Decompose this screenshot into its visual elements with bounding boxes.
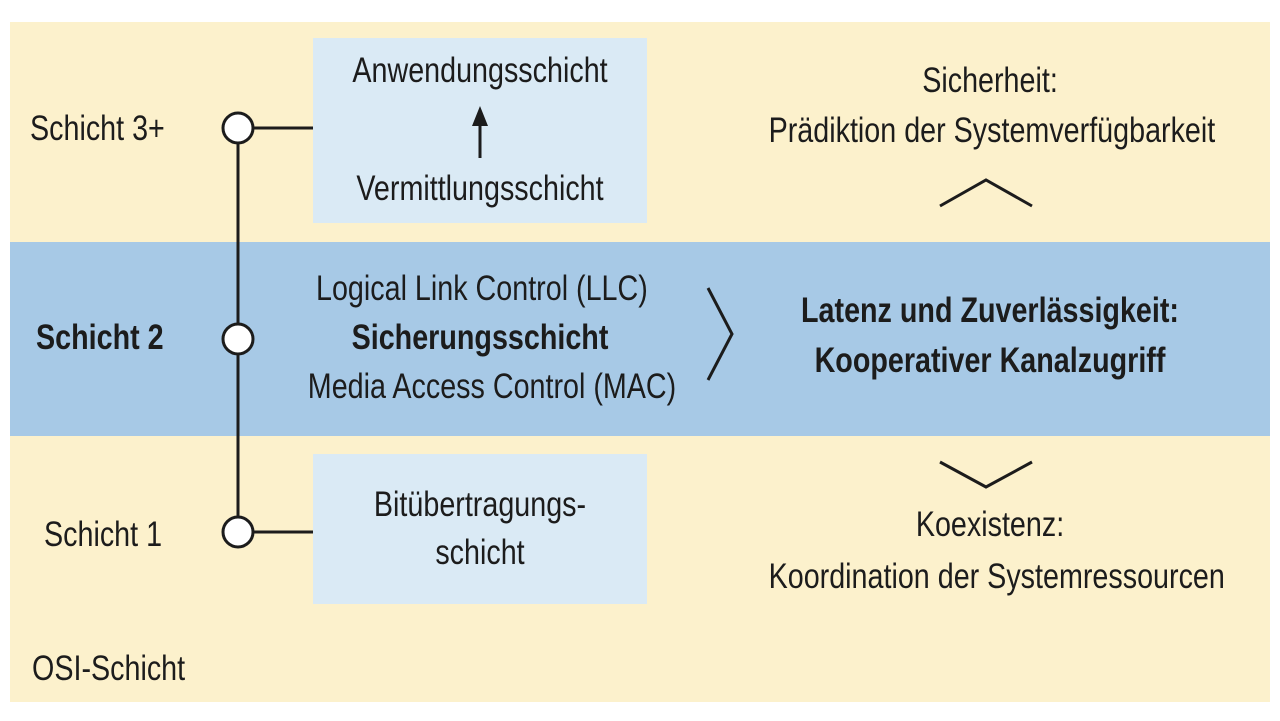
security-title: Sicherheit:	[922, 61, 1058, 100]
application-layer-label: Anwendungsschicht	[352, 51, 608, 90]
layer3-node	[223, 113, 253, 143]
layer3-label: Schicht 3+	[30, 109, 165, 148]
osi-axis-label: OSI-Schicht	[32, 649, 186, 688]
physical-layer-line1: Bitübertragungs-	[373, 485, 587, 524]
chevron-up-icon	[940, 180, 1032, 206]
layer2-node	[223, 324, 253, 354]
up-arrow-icon	[472, 106, 488, 126]
llc-label: Logical Link Control (LLC)	[316, 269, 648, 308]
layer1-label: Schicht 1	[44, 515, 163, 554]
security-subtitle: Prädiktion der Systemverfügbarkeit	[768, 111, 1216, 150]
layer2-label: Schicht 2	[36, 318, 164, 357]
chevron-right-icon	[708, 288, 732, 380]
coexistence-title: Koexistenz:	[915, 505, 1065, 544]
physical-layer-line2: schicht	[435, 533, 525, 572]
mac-label: Media Access Control (MAC)	[307, 367, 677, 406]
latency-subtitle: Kooperativer Kanalzugriff	[814, 341, 1166, 380]
network-layer-label: Vermittlungsschicht	[356, 169, 604, 208]
layer1-node	[223, 517, 253, 547]
chevron-down-icon	[940, 462, 1032, 487]
latency-title: Latenz und Zuverlässigkeit:	[801, 291, 1179, 330]
data-link-layer-label: Sicherungsschicht	[351, 318, 609, 357]
coexistence-subtitle: Koordination der Systemressourcen	[768, 557, 1225, 596]
